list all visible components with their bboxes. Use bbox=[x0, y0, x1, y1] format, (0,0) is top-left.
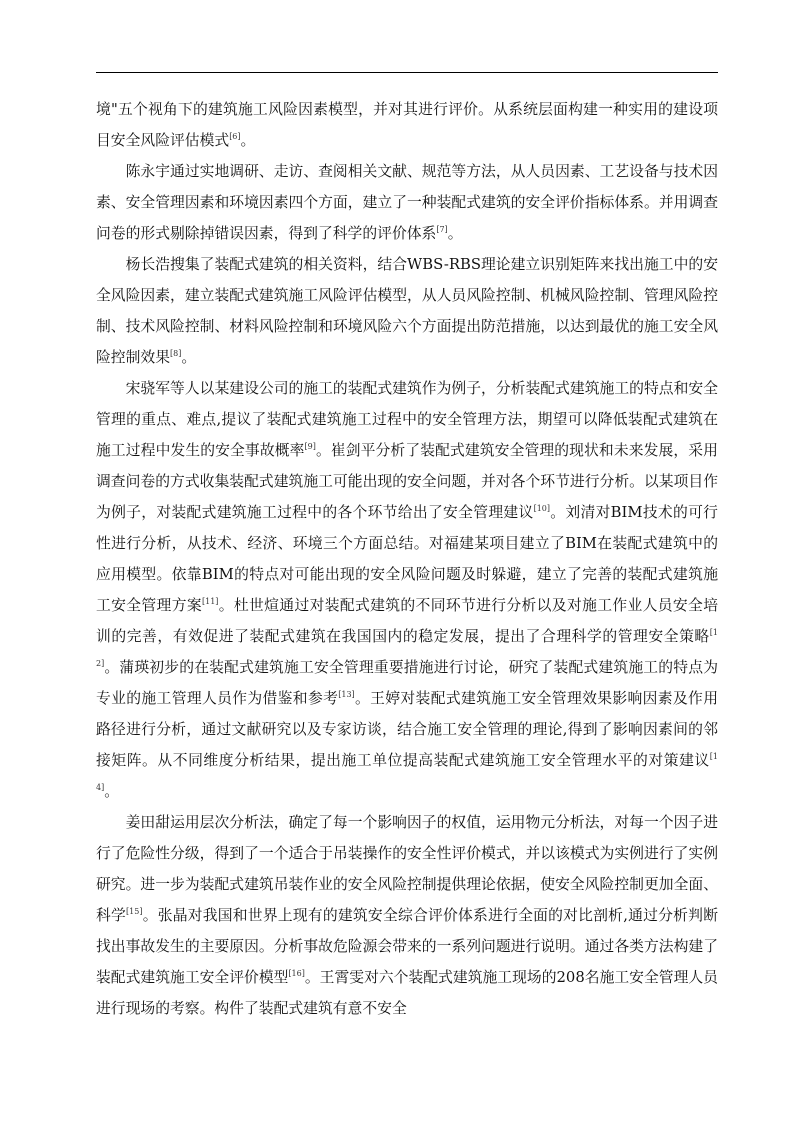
text-run: 。 bbox=[181, 349, 197, 366]
text-run: 。张晶对我国和世界上现有的建筑安全综合评价体系进行全面的对比剖析,通过分析判断找出事故发生的主要原因。分析事故危险源会带来的一系列问题进行说明。通过各类方法构建了装配式建筑施工安全评价模型 bbox=[96, 907, 718, 986]
citation-ref: [11] bbox=[201, 597, 219, 606]
citation-ref: [7] bbox=[436, 225, 448, 234]
text-run: 。王婷对装配式建筑施工安全管理效果影响因素及作用路径进行分析，通过文献研究以及专家访谈，结合施工安全管理的理论,得到了影响因素间的邻接矩阵。从不同维度分析结果，提出施工单位提高装配式建筑施工安全管理水平的对策建议 bbox=[96, 690, 718, 769]
text-run: 。王霄雯对六个装配式建筑施工现场的208名施工安全管理人员进行现场的考察。构件了装配式建筑有意不安全 bbox=[96, 969, 718, 1017]
text-run: 宋骁军等人以某建设公司的施工的装配式建筑作为例子，分析装配式建筑施工的特点和安全管理的重点、难点,提议了装配式建筑施工过程中的安全管理方法，期望可以降低装配式建筑在施工过程中发生的安全事故概率 bbox=[96, 380, 718, 459]
paragraph bbox=[96, 94, 718, 156]
text-run: 境"五个视角下的建筑施工风险因素模型，并对其进行评价。从系统层面构建一种实用的建设项目安全风险评估模式 bbox=[96, 101, 718, 149]
text-run: 。 bbox=[104, 783, 120, 800]
paragraph bbox=[96, 249, 718, 373]
text-run: 。 bbox=[447, 225, 463, 242]
text-run: 。崔剑平分析了装配式建筑安全管理的现状和未来发展，采用调查问卷的方式收集装配式建筑施工可能出现的安全问题，并对各个环节进行分析。以某项目作为例子，对装配式建筑施工过程中的各个环节给出了安全管理建议 bbox=[96, 442, 718, 521]
citation-ref: [8] bbox=[170, 349, 182, 358]
paragraph bbox=[96, 156, 718, 249]
citation-ref: [6] bbox=[229, 132, 241, 141]
citation-ref: [13] bbox=[338, 690, 355, 699]
citation-ref: [14] bbox=[96, 752, 718, 792]
text-run: 。杜世煊通过对装配式建筑的不同环节进行分析以及对施工作业人员安全培训的完善，有效促进了装配式建筑在我国国内的稳定发展，提出了合理科学的管理安全策略 bbox=[96, 597, 718, 645]
text-run: 杨长浩搜集了装配式建筑的相关资料，结合WBS-RBS理论建立识别矩阵来找出施工中的安全风险因素，建立装配式建筑施工风险评估模型，从人员风险控制、机械风险控制、管理风险控制、技术风险控制、材料风险控制和环境风险六个方面提出防范措施，以达到最优的施工安全风险控制效果 bbox=[96, 256, 718, 366]
header-rule bbox=[96, 72, 718, 73]
paragraph bbox=[96, 807, 718, 1024]
text-run: 。蒲瑛初步的在装配式建筑施工安全管理重要措施进行讨论，研究了装配式建筑施工的特点为专业的施工管理人员作为借鉴和参考 bbox=[96, 659, 718, 707]
text-run: 姜田甜运用层次分析法，确定了每一个影响因子的权值，运用物元分析法，对每一个因子进行了危险性分级，得到了一个适合于吊装操作的安全性评价模式，并以该模式为实例进行了实例研究。进一步为装配式建筑吊装作业的安全风险控制提供理论依据，使安全风险控制更加全面、科学 bbox=[96, 814, 718, 924]
text-run: 。刘清对BIM技术的可行性进行分析，从技术、经济、环境三个方面总结。对福建某项目建立了BIM在装配式建筑中的应用模型。依靠BIM的特点对可能出现的安全风险问题及时躲避，建立了完善的装配式建筑施工安全管理方案 bbox=[96, 504, 718, 614]
text-run: 陈永宇通过实地调研、走访、查阅相关文献、规范等方法，从人员因素、工艺设备与技术因素、安全管理因素和环境因素四个方面，建立了一种装配式建筑的安全评价指标体系。并用调查问卷的形式剔除掉错误因素，得到了科学的评价体系 bbox=[96, 163, 718, 242]
text-run: 。 bbox=[240, 132, 256, 149]
paragraph bbox=[96, 373, 718, 807]
citation-ref: [16] bbox=[288, 969, 305, 978]
citation-ref: [9] bbox=[304, 442, 316, 451]
citation-ref: [15] bbox=[126, 907, 143, 916]
citation-ref: [10] bbox=[533, 504, 551, 513]
citation-ref: [12] bbox=[96, 628, 718, 668]
document-body bbox=[96, 94, 718, 1024]
